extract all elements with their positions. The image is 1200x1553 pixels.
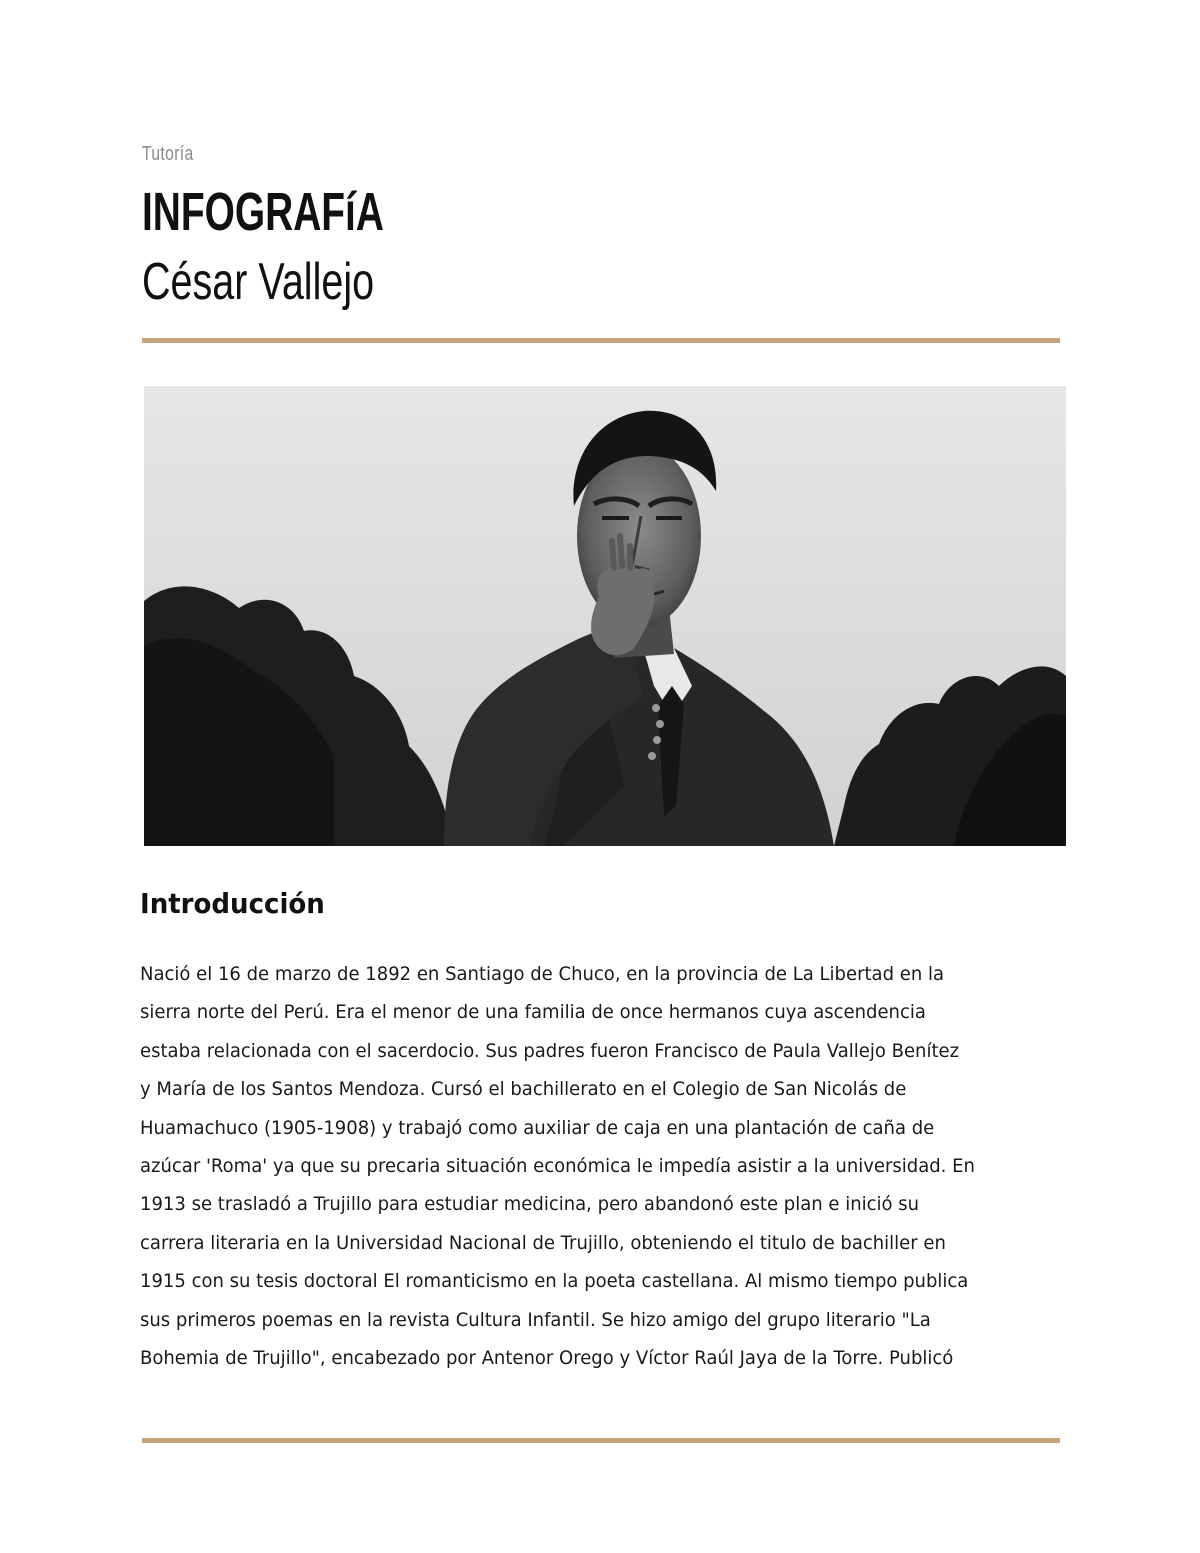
top-divider [142,338,1060,343]
bottom-divider [142,1438,1060,1443]
portrait-illustration [144,386,1066,846]
document-subtitle: Tutoría [142,143,194,165]
portrait-photo [144,386,1066,846]
introduction-heading: Introducción [140,887,325,920]
document-author-name: César Vallejo [142,253,375,311]
document-title: INFOGRAFíA [142,182,384,242]
